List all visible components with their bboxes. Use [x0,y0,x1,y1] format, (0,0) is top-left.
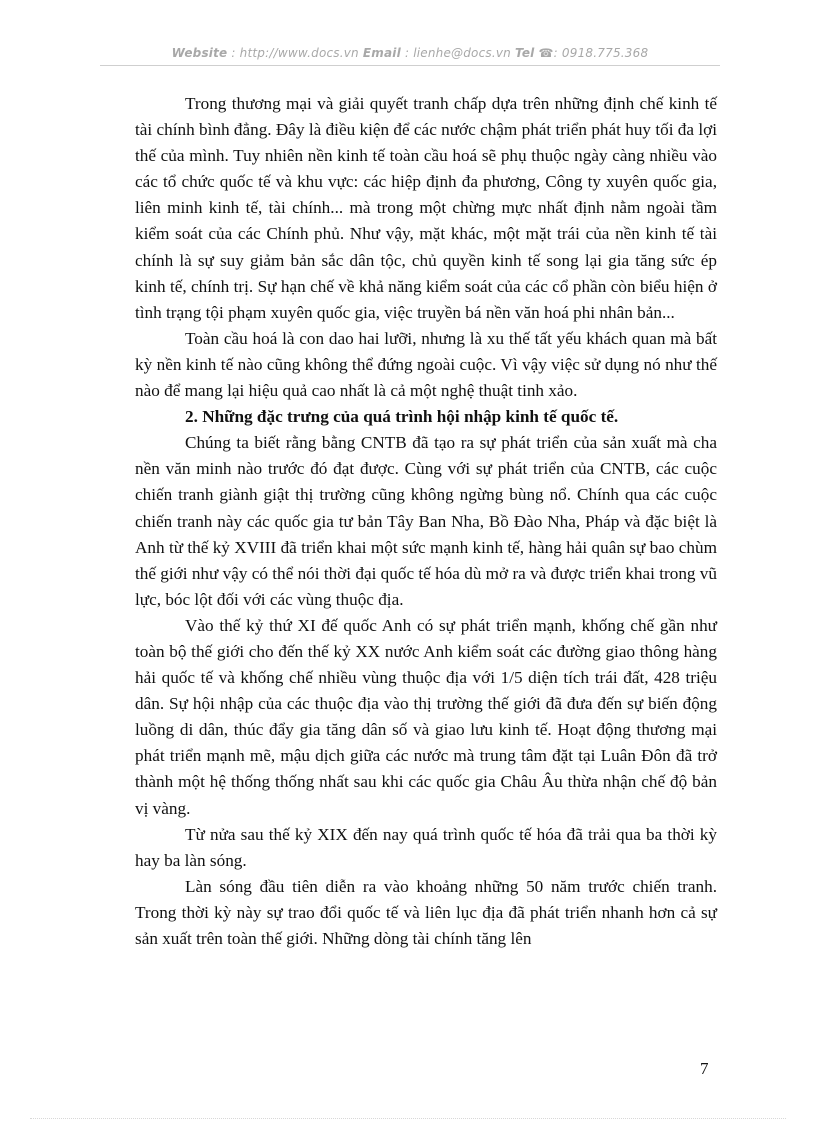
tel-label: Tel [515,46,535,60]
paragraph-3: Chúng ta biết rằng bằng CNTB đã tạo ra sự phát triển của sản xuất mà cha nền văn minh nào trước đó đạt được. Cùng với sự phát triển của CNTB, các cuộc chiến tranh giành giật thị trường cũng không ngừng bùng nổ. Chính qua các cuộc chiến tranh này các quốc gia tư bản Tây Ban Nha, Bồ Đào Nha, Pháp và đặc biệt là Anh từ thế kỷ XVIII đã triển khai một sức mạnh kinh tế, hàng hải quân sự bao chùm thế giới như vậy có thể nói thời đại quốc tế hóa dù mở ra và được triển khai trong vũ lực, bóc lột đối với các vùng thuộc địa. [135,433,717,609]
website-label: Website [171,46,228,60]
paragraph-1: Trong thương mại và giải quyết tranh chấp dựa trên những định chế kinh tế tài chính bình đẳng. Đây là điều kiện để các nước chậm phát triển phát huy tối đa lợi thế của mình. Tuy nhiên nền kinh tế toàn cầu hoá sẽ phụ thuộc ngày càng nhiều vào các tổ chức quốc tế và khu vực: các hiệp định đa phương, Công ty xuyên quốc gia, liên minh kinh tế, tài chính... mà trong một chừng mực nhất định nằm ngoài tầm kiểm soát của các Chính phủ. Như vậy, mặt khác, một mặt trái của nền kinh tế tài chính là sự suy giảm bản sắc dân tộc, chủ quyền kinh tế song lại gia tăng sức ép kinh tế, chính trị. Sự hạn chế về khả năng kiểm soát của các cổ phần còn biểu hiện ở tình trạng tội phạm xuyên quốc gia, việc truyền bá nền văn hoá phi nhân bản... [135,94,717,322]
email-label: Email [362,46,401,60]
paragraph-2: Toàn cầu hoá là con dao hai lưỡi, nhưng là xu thế tất yếu khách quan mà bất kỳ nền kinh tế nào cũng không thể đứng ngoài cuộc. Vì vậy việc sử dụng nó như thế nào để mang lại hiệu quả cao nhất là cả một nghệ thuật tinh xảo. [135,328,717,401]
page-number: 7 [700,1059,709,1078]
email-value[interactable]: : lienhe@docs.vn [404,46,511,60]
page-content [135,91,717,952]
paragraph-5: Từ nửa sau thế kỷ XIX đến nay quá trình quốc tế hóa đã trải qua ba thời kỳ hay ba làn sóng. [135,824,717,870]
page-header [100,46,720,60]
tel-value: : 0918.775.368 [553,46,649,60]
header-divider [100,65,720,66]
paragraph-6: Làn sóng đầu tiên diễn ra vào khoảng những 50 năm trước chiến tranh. Trong thời kỳ này sự trao đổi quốc tế và liên lục địa đã phát triển nhanh hơn cả sự sản xuất trên toàn thế giới. Những dòng tài chính tăng lên [135,876,717,948]
section-heading: 2. Những đặc trưng của quá trình hội nhập kinh tế quốc tế. [185,407,619,427]
website-value[interactable]: : http://www.docs.vn [231,46,359,60]
phone-icon: ☎ [538,46,554,60]
paragraph-4: Vào thế kỷ thứ XI đế quốc Anh có sự phát triển mạnh, khống chế gần như toàn bộ thế giới cho đến thế kỷ XX nước Anh kiểm soát các đường giao thông hàng hải quốc tế và khống chế nhiều vùng thuộc địa với 1/5 diện tích trái đất, 428 triệu dân. Sự hội nhập của các thuộc địa vào thị trường thế giới đã đưa đến sự biến động luồng di dân, thúc đẩy gia tăng dân số và giao lưu kinh tế. Hoạt động thương mại phát triển mạnh mẽ, mậu dịch giữa các nước mà trung tâm đặt tại Luân Đôn đã trở thành một hệ thống thống nhất sau khi các quốc gia Châu Âu thừa nhận chế độ bản vị vàng. [135,615,717,818]
footer-divider [30,1118,786,1119]
